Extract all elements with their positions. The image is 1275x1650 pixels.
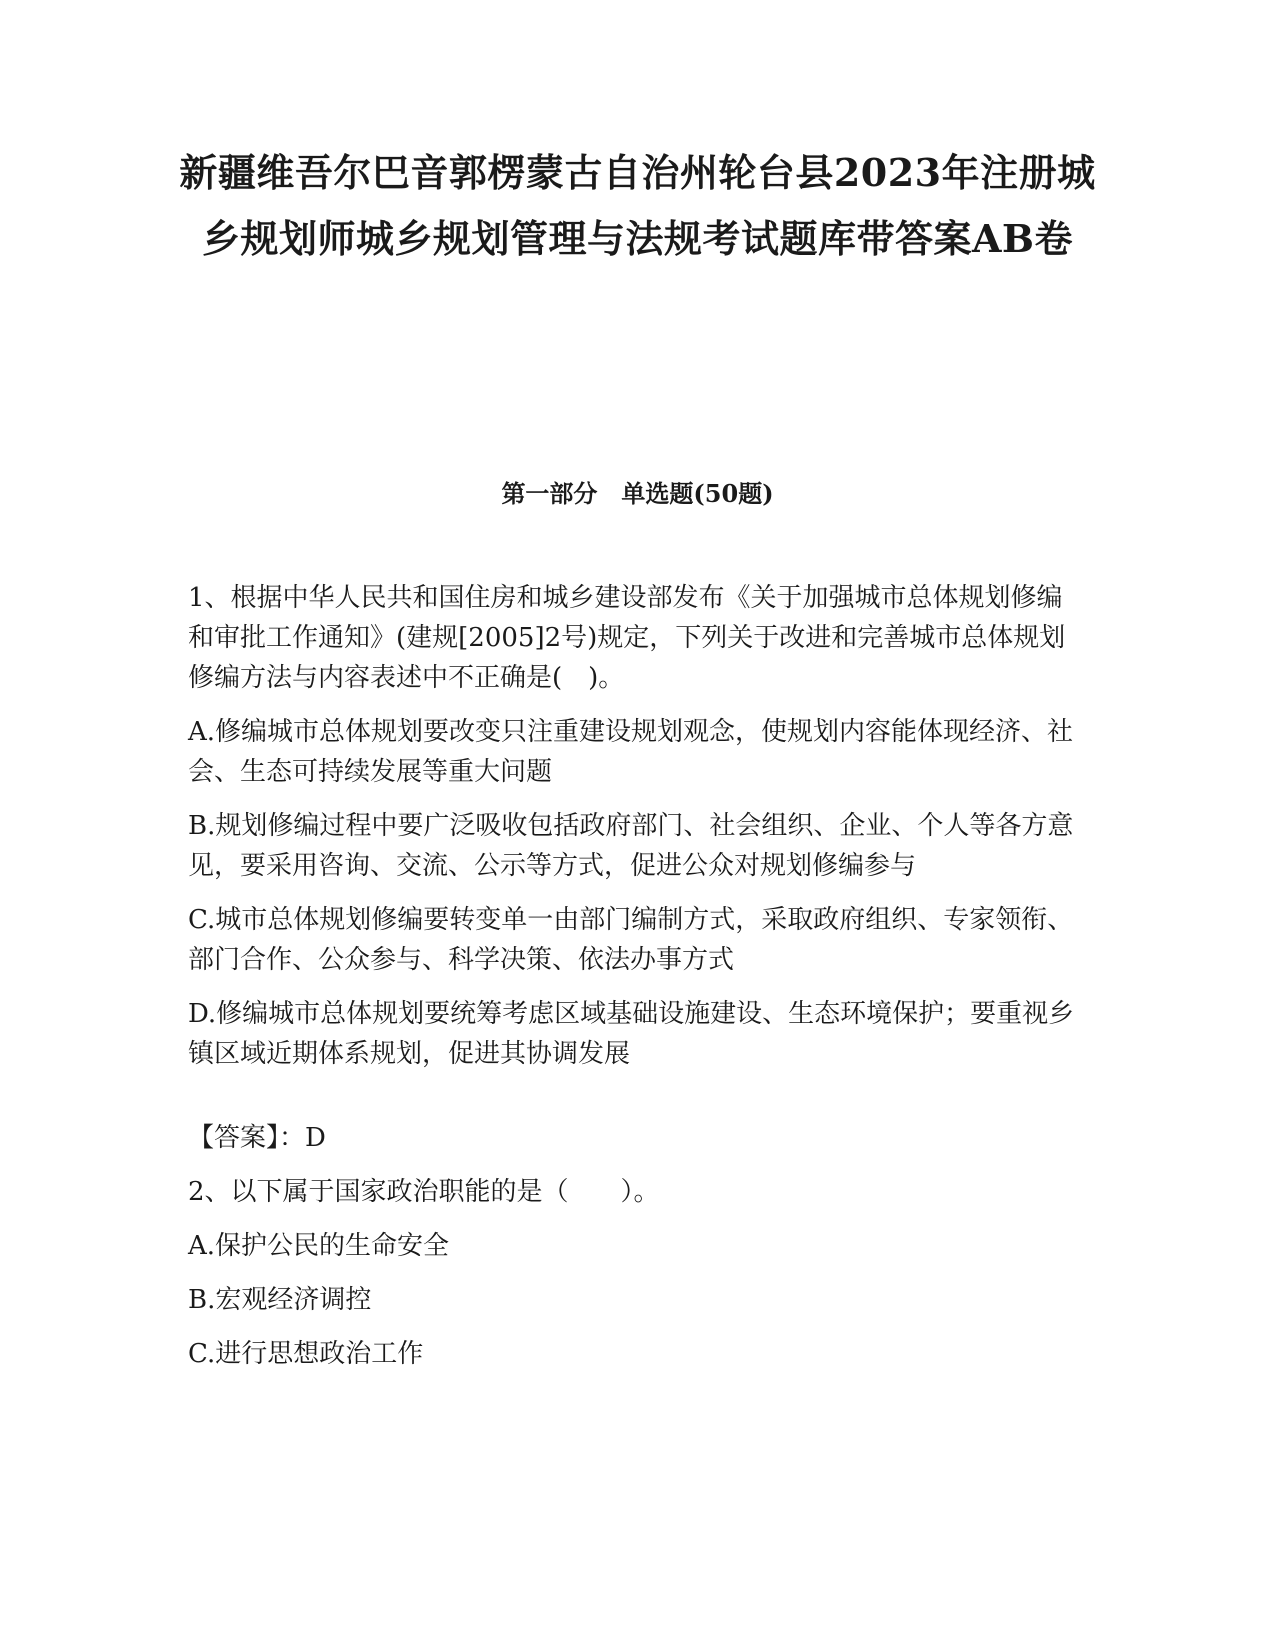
option-b: B.宏观经济调控	[188, 1285, 372, 1315]
option-a: A.保护公民的生命安全	[188, 1231, 450, 1261]
question-stem: 2、以下属于国家政治职能的是（ ）。	[188, 1177, 660, 1207]
question-list	[188, 578, 1088, 1388]
option-c: C.城市总体规划修编要转变单一由部门编制方式，采取政府组织、专家领衔、部门合作、公众参与、科学决策、依法办事方式	[188, 905, 1074, 975]
option-b: B.规划修编过程中要广泛吸收包括政府部门、社会组织、企业、个人等各方意见，要采用咨询、交流、公示等方式，促进公众对规划修编参与	[188, 811, 1074, 881]
option-d: D.修编城市总体规划要统筹考虑区域基础设施建设、生态环境保护；要重视乡镇区域近期体系规划，促进其协调发展	[188, 999, 1075, 1069]
question-1	[188, 578, 1088, 1158]
question-2	[188, 1172, 1088, 1374]
option-c: C.进行思想政治工作	[188, 1339, 424, 1369]
answer-line: 【答案】：D	[188, 1123, 326, 1153]
option-a: A.修编城市总体规划要改变只注重建设规划观念，使规划内容能体现经济、社会、生态可持续发展等重大问题	[188, 717, 1074, 787]
question-stem: 1、根据中华人民共和国住房和城乡建设部发布《关于加强城市总体规划修编和审批工作通知》(建规[2005]2号)规定，下列关于改进和完善城市总体规划修编方法与内容表述中不正确是( )。	[188, 583, 1066, 693]
document-title: 新疆维吾尔巴音郭楞蒙古自治州轮台县2023年注册城乡规划师城乡规划管理与法规考试题库带答案AB卷	[179, 150, 1096, 261]
section-heading: 第一部分 单选题(50题)	[501, 479, 774, 508]
